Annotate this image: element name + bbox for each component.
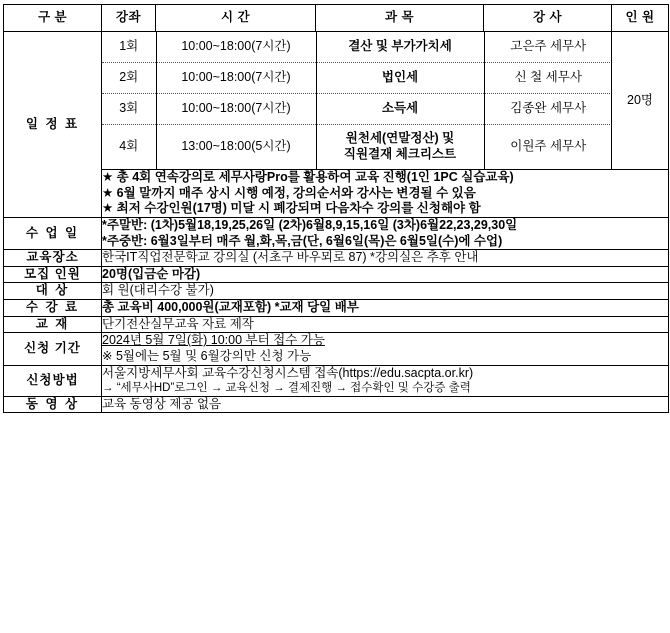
row-label-fee: 수 강 료 [4, 300, 102, 317]
table-header-row [4, 5, 669, 32]
value-line: 2024년 5월 7일(화) 10:00 부터 접수 가능 [102, 333, 325, 348]
header-category: 구 분 [4, 5, 102, 32]
schedule-inner-table [102, 32, 612, 169]
header-time: 시 간 [156, 5, 316, 32]
row-target [4, 283, 669, 300]
header-lecturer: 강 사 [484, 5, 612, 32]
row-fee [4, 300, 669, 317]
row-value-application-method [102, 365, 669, 396]
row-label-application-period: 신청 기간 [4, 333, 102, 365]
session-subject: 법인세 [316, 63, 484, 94]
value-line: *주말반: (1차)5월18,19,25,26일 (2차)6월8,9,15,16일 (3차)6월22,23,29,30일 [102, 217, 518, 232]
row-label-video: 동 영 상 [4, 396, 102, 413]
value-line: 서울지방세무사회 교육수강신청시스템 접속(https://edu.sacpta.or.kr) [102, 365, 474, 380]
row-label-target: 대 상 [4, 283, 102, 300]
session-subject-line2: 직원결재 체크리스트 [343, 147, 457, 161]
session-no: 2회 [102, 63, 156, 94]
session-time: 10:00~18:00(7시간) [156, 63, 316, 94]
notes-row [4, 170, 669, 218]
session-no: 4회 [102, 125, 156, 170]
value-line: *주중반: 6월3일부터 매주 월,화,목,금(단, 6월6일(목)은 6월5일(수)에 수업) [102, 233, 503, 248]
header-subject: 과 목 [316, 5, 484, 32]
session-time: 13:00~18:00(5시간) [156, 125, 316, 170]
row-value-capacity: 20명(입금순 마감) [102, 266, 669, 283]
row-location [4, 250, 669, 267]
schedule-notes [102, 170, 669, 218]
row-textbook [4, 316, 669, 333]
table-row [102, 63, 612, 94]
table-row [102, 32, 612, 63]
session-time: 10:00~18:00(7시간) [156, 32, 316, 63]
note-line: ★ 6월 말까지 매주 상시 시행 예정, 강의순서와 강사는 변경될 수 있음 [102, 185, 476, 200]
session-lecturer: 신 철 세무사 [484, 63, 612, 94]
note-line: ★ 총 4회 연속강의로 세무사랑Pro를 활용하여 교육 진행(1인 1PC 실습교육) [102, 170, 514, 184]
row-label-class-days: 수 업 일 [4, 217, 102, 249]
schedule-grid-cell [102, 32, 612, 170]
session-subject: 결산 및 부가가치세 [316, 32, 484, 63]
note-line: ★ 최저 수강인원(17명) 미달 시 폐강되며 다음차수 강의를 신청해야 함 [102, 201, 481, 216]
header-session: 강좌 [102, 5, 156, 32]
row-value-application-period [102, 333, 669, 365]
row-label-application-method: 신청방법 [4, 365, 102, 396]
headcount-value: 20명 [612, 32, 669, 170]
session-lecturer: 김종완 세무사 [484, 94, 612, 125]
row-label-capacity: 모집 인원 [4, 266, 102, 283]
session-lecturer: 이원주 세무사 [510, 139, 587, 154]
table-row [102, 125, 612, 170]
session-subject [316, 125, 484, 170]
row-value-class-days [102, 217, 669, 249]
session-no: 1회 [102, 32, 156, 63]
row-application-method [4, 365, 669, 396]
document-sheet [1, 4, 669, 413]
row-value-target: 회 원(대리수강 불가) [102, 283, 669, 300]
row-value-textbook: 단기전산실무교육 자료 제작 [102, 316, 669, 333]
row-capacity [4, 266, 669, 283]
schedule-row [4, 32, 669, 170]
row-label-textbook: 교 재 [4, 316, 102, 333]
row-value-fee: 총 교육비 400,000원(교재포함) *교재 당일 배부 [102, 300, 669, 317]
value-line: ※ 5월에는 5월 및 6월강의만 신청 가능 [102, 348, 312, 363]
session-lecturer: 고은주 세무사 [484, 32, 612, 63]
session-time: 10:00~18:00(7시간) [156, 94, 316, 125]
course-info-table [3, 4, 669, 413]
session-subject-line1: 원천세(연말정산) 및 [345, 131, 455, 146]
session-no: 3회 [102, 94, 156, 125]
row-video [4, 396, 669, 413]
row-application-period [4, 333, 669, 365]
row-value-video: 교육 동영상 제공 없음 [102, 396, 669, 413]
table-row [102, 94, 612, 125]
value-line: → “세무사HD”로그인 → 교육신청 → 결제진행 → 접수확인 및 수강증 출력 [102, 382, 471, 395]
session-subject: 소득세 [316, 94, 484, 125]
row-class-days [4, 217, 669, 249]
row-label-schedule: 일 정 표 [4, 32, 102, 218]
row-value-location: 한국IT직업전문학교 강의실 (서초구 바우뫼로 87) *강의실은 추후 안내 [102, 250, 669, 267]
row-label-location: 교육장소 [4, 250, 102, 267]
header-headcount: 인 원 [612, 5, 669, 32]
